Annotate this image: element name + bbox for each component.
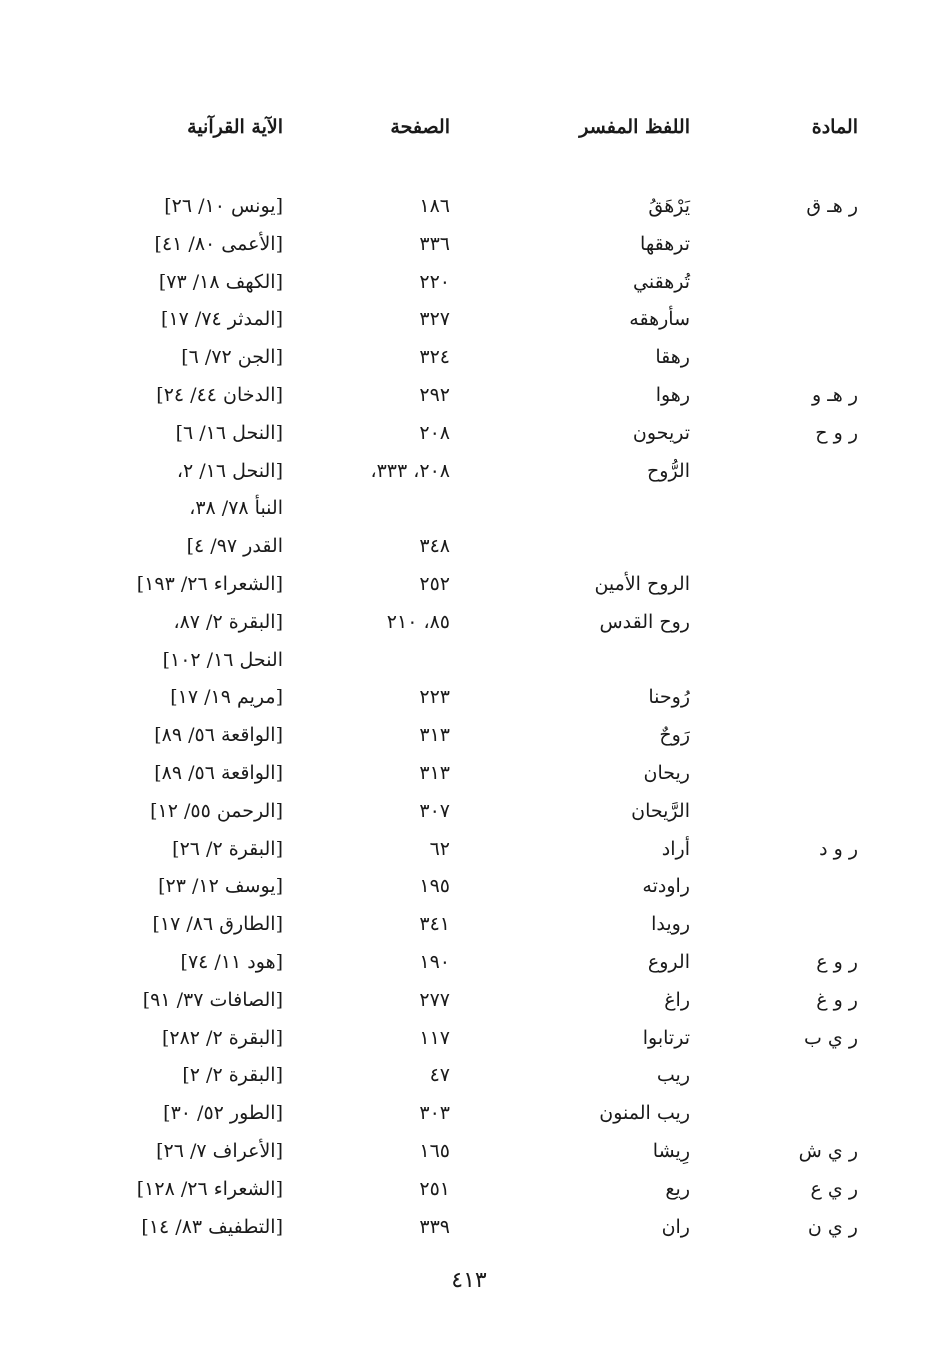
table-row (0, 419, 938, 453)
table-row (0, 570, 938, 604)
word-cell: ريب المنون (599, 1102, 690, 1124)
verse-cell: [الشعراء ٢٦/ ١٢٨] (136, 1178, 283, 1200)
word-cell: راغ (664, 989, 690, 1011)
table-row (0, 268, 938, 302)
header-page: الصفحة (390, 116, 450, 138)
verse-cell: [هود ١١/ ٧٤] (180, 951, 283, 973)
word-cell: رهقا (655, 346, 690, 368)
root-cell: ر و ع (816, 951, 858, 973)
page-cell: ٣٢٤ (419, 346, 450, 368)
word-cell: رُوحنا (648, 686, 690, 708)
table-row (0, 1213, 938, 1247)
verse-cell: [مريم ١٩/ ١٧] (170, 686, 283, 708)
page-cell: ٦٢ (429, 838, 450, 860)
table-row (0, 835, 938, 869)
table-row (0, 305, 938, 339)
page-cell: ١٨٦ (419, 195, 450, 217)
verse-cell: [الشعراء ٢٦/ ١٩٣] (136, 573, 283, 595)
table-row (0, 910, 938, 944)
word-cell: ران (661, 1216, 690, 1238)
page-cell: ٣٤١ (419, 913, 450, 935)
word-cell: رويدا (651, 913, 690, 935)
table-row (0, 192, 938, 226)
header-verse: الآية القرآنية (187, 116, 283, 138)
page-cell: ١٩٠ (419, 951, 450, 973)
verse-cell: النحل ١٦/ ١٠٢] (162, 649, 283, 671)
table-row (0, 608, 938, 642)
table-row (0, 683, 938, 717)
verse-cell: [الرحمن ٥٥/ ١٢] (150, 800, 283, 822)
table-row (0, 1061, 938, 1095)
verse-cell: [الواقعة ٥٦/ ٨٩] (154, 762, 283, 784)
table-row (0, 721, 938, 755)
page-cell: ٢٧٧ (419, 989, 450, 1011)
word-cell: الروح الأمين (594, 573, 690, 595)
verse-cell: القدر ٩٧/ ٤] (186, 535, 283, 557)
table-row (0, 1024, 938, 1058)
page-cell: ٣١٣ (419, 762, 450, 784)
root-cell: ر هـ ق (806, 195, 858, 217)
root-cell: ر و غ (816, 989, 858, 1011)
table-row (0, 759, 938, 793)
word-cell: راودته (642, 875, 690, 897)
table-row (0, 948, 938, 982)
verse-cell: [البقرة ٢/ ٢٦] (172, 838, 283, 860)
page-cell: ٨٥، ٢١٠ (386, 611, 450, 633)
word-cell: ريحان (643, 762, 690, 784)
root-cell: ر ي ش (798, 1140, 858, 1162)
page-cell: ٢٥٢ (419, 573, 450, 595)
verse-cell: [يوسف ١٢/ ٢٣] (158, 875, 283, 897)
page-cell: ٣٠٧ (419, 800, 450, 822)
verse-cell: [النحل ١٦/ ٢، (176, 460, 283, 482)
table-row (0, 646, 938, 680)
table-row (0, 797, 938, 831)
word-cell: الرُّوح (647, 460, 690, 482)
page-cell: ٢٥١ (419, 1178, 450, 1200)
page-cell: ٣٣٩ (419, 1216, 450, 1238)
page-cell: ٣٢٧ (419, 308, 450, 330)
verse-cell: [الصافات ٣٧/ ٩١] (142, 989, 283, 1011)
page-cell: ٢٩٢ (419, 384, 450, 406)
verse-cell: [الواقعة ٥٦/ ٨٩] (154, 724, 283, 746)
verse-cell: [الطور ٥٢/ ٣٠] (163, 1102, 283, 1124)
page-cell: ٣١٣ (419, 724, 450, 746)
table-row (0, 532, 938, 566)
verse-cell: [الطارق ٨٦/ ١٧] (152, 913, 283, 935)
header-root: المادة (811, 116, 858, 138)
root-cell: ر و ح (815, 422, 858, 444)
word-cell: يَرْهَقُ (648, 195, 690, 217)
word-cell: أراد (661, 838, 690, 860)
word-cell: الرَّيحان (631, 800, 690, 822)
table-row (0, 872, 938, 906)
word-cell: سأرهقه (629, 308, 690, 330)
word-cell: ريع (665, 1178, 690, 1200)
verse-cell: [البقرة ٢/ ٨٧، (173, 611, 283, 633)
verse-cell: [النحل ١٦/ ٦] (175, 422, 283, 444)
verse-cell: [المدثر ٧٤/ ١٧] (161, 308, 283, 330)
page-number: ٤١٣ (451, 1268, 487, 1293)
verse-cell: [البقرة ٢/ ٢] (182, 1064, 283, 1086)
root-cell: ر ي ب (803, 1027, 858, 1049)
page-cell: ٤٧ (429, 1064, 450, 1086)
word-cell: ترهقها (640, 233, 690, 255)
table-row (0, 230, 938, 264)
page-cell: ٣٤٨ (419, 535, 450, 557)
verse-cell: [الدخان ٤٤/ ٢٤] (156, 384, 283, 406)
word-cell: تُرهقني (633, 271, 690, 293)
page-cell: ٣٠٣ (419, 1102, 450, 1124)
table-row (0, 1175, 938, 1209)
table-row (0, 381, 938, 415)
word-cell: ترتابوا (642, 1027, 690, 1049)
page-cell: ١٩٥ (419, 875, 450, 897)
verse-cell: النبأ ٧٨/ ٣٨، (189, 497, 283, 519)
page-cell: ٢٠٨ (419, 422, 450, 444)
page-cell: ٢٢٠ (419, 271, 450, 293)
page-cell: ١٦٥ (419, 1140, 450, 1162)
word-cell: تريحون (632, 422, 690, 444)
word-cell: الروع (647, 951, 690, 973)
table-row (0, 986, 938, 1020)
page-cell: ٣٣٦ (419, 233, 450, 255)
word-cell: رِيشا (652, 1140, 690, 1162)
page-cell: ٢٢٣ (419, 686, 450, 708)
verse-cell: [الأعراف ٧/ ٢٦] (156, 1140, 283, 1162)
verse-cell: [الجن ٧٢/ ٦] (181, 346, 283, 368)
verse-cell: [يونس ١٠/ ٢٦] (164, 195, 283, 217)
word-cell: رَوحٌ (659, 724, 690, 746)
word-cell: رهوا (655, 384, 690, 406)
word-cell: ريب (656, 1064, 690, 1086)
root-cell: ر ي ع (810, 1178, 858, 1200)
verse-cell: [التطفيف ٨٣/ ١٤] (141, 1216, 283, 1238)
word-cell: روح القدس (599, 611, 690, 633)
verse-cell: [البقرة ٢/ ٢٨٢] (161, 1027, 283, 1049)
table-row (0, 457, 938, 491)
table-row (0, 343, 938, 377)
header-word: اللفظ المفسر (579, 116, 690, 138)
page-cell: ١١٧ (419, 1027, 450, 1049)
root-cell: ر هـ و (811, 384, 858, 406)
root-cell: ر ي ن (807, 1216, 858, 1238)
root-cell: ر و د (819, 838, 858, 860)
table-row (0, 1137, 938, 1171)
table-row (0, 1099, 938, 1133)
table-row (0, 494, 938, 528)
verse-cell: [الأعمى ٨٠/ ٤١] (154, 233, 283, 255)
page-cell: ٢٠٨، ٣٣٣، (370, 460, 450, 482)
verse-cell: [الكهف ١٨/ ٧٣] (158, 271, 283, 293)
